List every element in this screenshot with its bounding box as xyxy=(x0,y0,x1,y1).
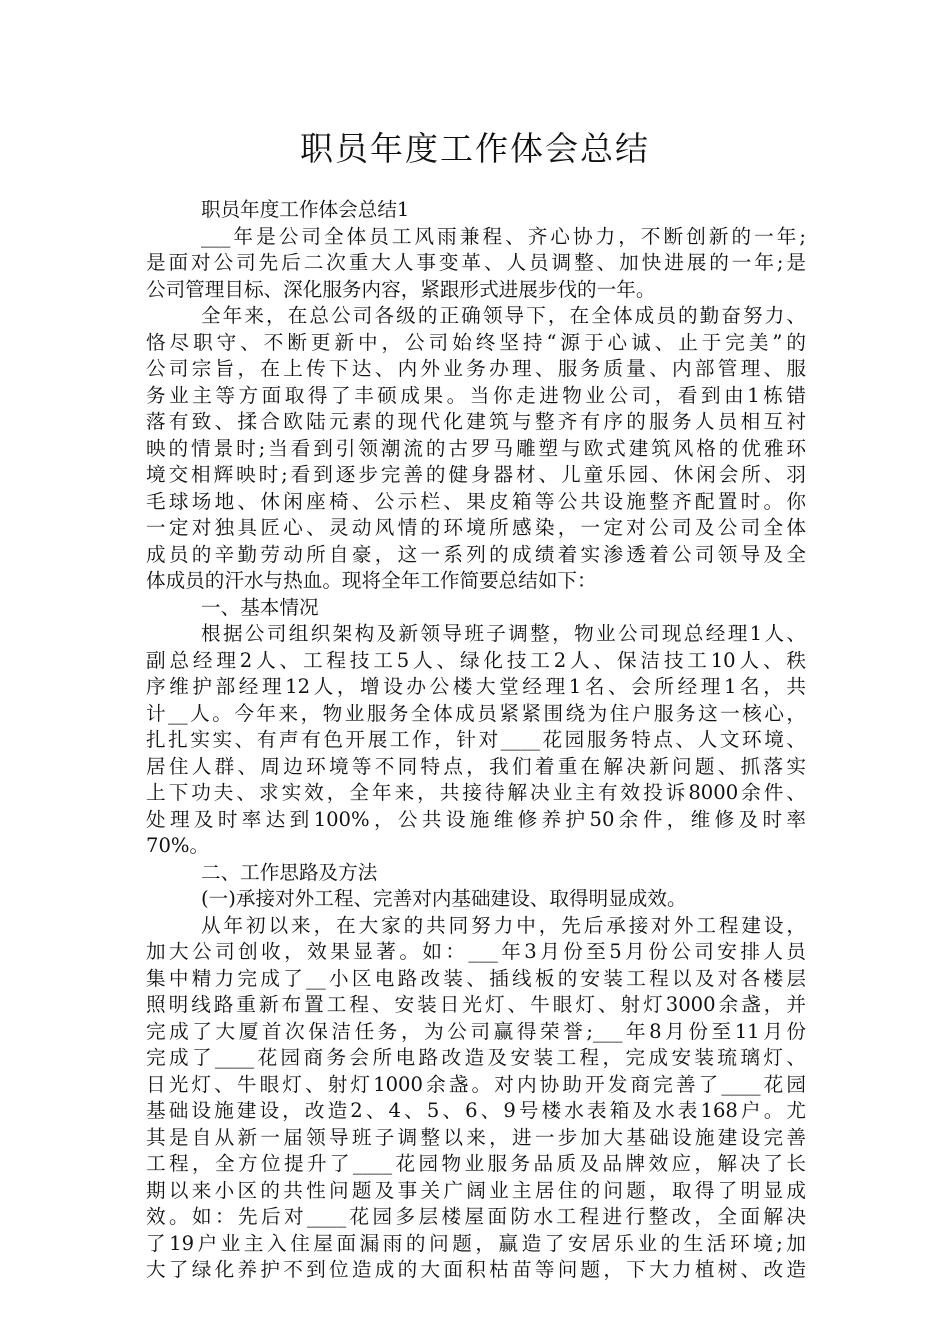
text-line: 恪尽职守、不断更新中，公司始终坚持“源于心诚、止于完美”的 xyxy=(146,330,806,354)
text-line: 70%。 xyxy=(146,834,210,857)
document-body xyxy=(146,197,806,1284)
text-line: 副总经理2人、工程技工5人、绿化技工2人、保洁技工10人、秩 xyxy=(146,648,806,672)
text-line: 根据公司组织架构及新领导班子调整，物业公司现总经理1人、 xyxy=(201,622,806,645)
text-line: 大了绿化养护不到位造成的大面积枯苗等问题，下大力植树、改造 xyxy=(146,1258,806,1281)
text-line: 务业主等方面取得了丰硕成果。当你走进物业公司，看到由1栋错 xyxy=(146,383,806,407)
text-line: 居住人群、周边环境等不同特点，我们着重在解决新问题、抓落实 xyxy=(146,754,806,778)
text-line: 毛球场地、休闲座椅、公示栏、果皮箱等公共设施整齐配置时。你 xyxy=(146,489,806,513)
text-line: 其是自从新一届领导班子调整以来，进一步加大基础设施建设完善 xyxy=(146,1125,806,1149)
text-line: 境交相辉映时;看到逐步完善的健身器材、儿童乐园、休闲会所、羽 xyxy=(146,463,806,486)
text-line: 序维护部经理12人，增设办公楼大堂经理1名、会所经理1名，共 xyxy=(146,675,806,698)
text-line: 一定对独具匠心、灵动风情的环境所感染，一定对公司及公司全体 xyxy=(146,516,806,539)
text-line: 职员年度工作体会总结1 xyxy=(201,198,410,221)
text-line: 照明线路重新布置工程、安装日光灯、牛眼灯、射灯3000余盏，并 xyxy=(146,993,806,1016)
document-title: 职员年度工作体会总结 xyxy=(300,129,650,168)
text-line: 日光灯、牛眼灯、射灯1000余盏。对内协助开发商完善了____花园 xyxy=(146,1072,806,1096)
text-line: 全年来，在总公司各级的正确领导下，在全体成员的勤奋努力、 xyxy=(201,304,806,327)
text-line: 效。如：先后对____花园多层楼屋面防水工程进行整改，全面解决 xyxy=(146,1205,806,1228)
text-line: 公司管理目标、深化服务内容，紧跟形式进展步伐的一年。 xyxy=(146,277,656,301)
text-line: 落有致、揉合欧陆元素的现代化建筑与整齐有序的服务人员相互衬 xyxy=(146,410,806,433)
text-line: 一、基本情况 xyxy=(201,595,319,619)
text-line: 期以来小区的共性问题及事关广阔业主居住的问题，取得了明显成 xyxy=(146,1178,806,1202)
text-line: 计__人。今年来，物业服务全体成员紧紧围绕为住户服务这一核心， xyxy=(146,701,806,725)
text-line: 工程，全方位提升了____花园物业服务品质及品牌效应，解决了长 xyxy=(146,1152,806,1175)
text-line: 体成员的汗水与热血。现将全年工作简要总结如下： xyxy=(146,569,597,592)
text-line: 扎扎实实、有声有色开展工作，针对____花园服务特点、人文环境、 xyxy=(146,728,806,751)
text-line: 集中精力完成了__小区电路改装、插线板的安装工程以及对各楼层 xyxy=(146,966,806,990)
text-line: 二、工作思路及方法 xyxy=(201,860,378,884)
text-line: 映的情景时;当看到引领潮流的古罗马雕塑与欧式建筑风格的优雅环 xyxy=(146,436,806,460)
text-line: ___年是公司全体员工风雨兼程、齐心协力，不断创新的一年; xyxy=(201,224,806,248)
text-line: 处理及时率达到100%，公共设施维修养护50余件，维修及时率 xyxy=(146,807,806,831)
text-line: 了19户业主入住屋面漏雨的问题，赢造了安居乐业的生活环境;加 xyxy=(146,1231,806,1255)
text-line: 基础设施建设，改造2、4、5、6、9号楼水表箱及水表168户。尤 xyxy=(146,1099,806,1122)
text-line: 完成了大厦首次保洁任务，为公司赢得荣誉;___年8月份至11月份 xyxy=(146,1019,806,1043)
text-line: 是面对公司先后二次重大人事变革、人员调整、加快进展的一年;是 xyxy=(146,251,806,274)
text-line: 加大公司创收，效果显著。如：___年3月份至5月份公司安排人员 xyxy=(146,940,806,963)
text-line: 上下功夫、求实效，全年来，共接待解决业主有效投诉8000余件、 xyxy=(146,781,806,804)
text-line: 从年初以来，在大家的共同努力中，先后承接对外工程建设， xyxy=(201,913,806,937)
text-line: (一)承接对外工程、完善对内基础建设、取得明显成效。 xyxy=(201,887,687,910)
text-line: 公司宗旨，在上传下达、内外业务办理、服务质量、内部管理、服 xyxy=(146,357,806,380)
text-line: 完成了____花园商务会所电路改造及安装工程，完成安装琉璃灯、 xyxy=(146,1046,806,1069)
text-line: 成员的辛勤劳动所自豪，这一系列的成绩着实渗透着公司领导及全 xyxy=(146,542,806,566)
